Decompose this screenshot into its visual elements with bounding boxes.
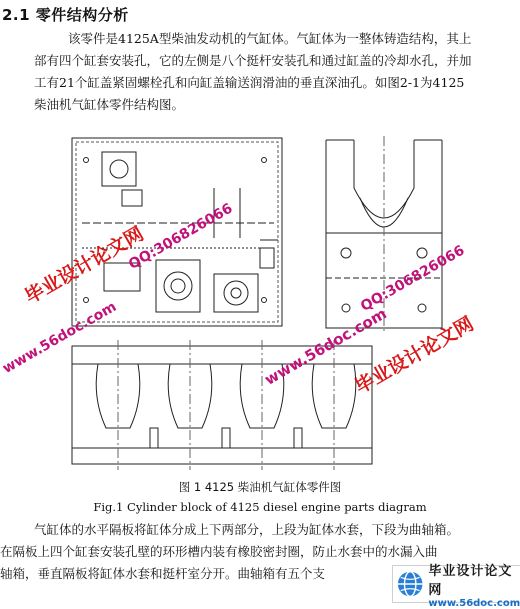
body-line: 轴箱，垂直隔板将缸体水套和挺杆室分开。曲轴箱有五个支 — [0, 566, 326, 581]
section-heading: 2.1 零件结构分析 — [2, 6, 129, 24]
intro-line: 部有四个缸套安装孔，它的左侧是八个挺杆安装孔和通过缸盖的冷却水孔，并加 — [34, 53, 472, 68]
globe-icon — [396, 569, 424, 599]
intro-line: 该零件是4125A型柴油发动机的气缸体。气缸体为一整体铸造结构，其上 — [68, 31, 472, 46]
body-line: 在隔板上四个缸套安装孔壁的环形槽内装有橡胶密封圈，防止水套中的水漏入曲 — [0, 544, 438, 559]
figure-caption-cn: 图 1 4125 柴油机气缸体零件图 — [178, 480, 342, 494]
figure-caption-en: Fig.1 Cylinder block of 4125 diesel engine parts diagram — [93, 500, 427, 514]
cylinder-block-drawing — [64, 128, 484, 478]
watermark-qq: QQ:306826066 — [126, 200, 236, 273]
logo-title: 毕业设计论文网 — [428, 563, 513, 598]
logo-url: www.56doc.com — [428, 597, 520, 609]
watermark-url: www.56doc.com — [0, 298, 120, 377]
section-view — [72, 340, 372, 470]
body-line: 气缸体的水平隔板将缸体分成上下两部分，上段为缸体水套，下段为曲轴箱。 — [34, 522, 460, 537]
intro-paragraph — [0, 28, 520, 116]
watermark-site-name: 毕业设计论文网 — [21, 222, 148, 309]
watermark-url: www.56doc.com — [261, 304, 390, 389]
watermark-site-name: 毕业设计论文网 — [351, 312, 478, 399]
watermark-qq: QQ:306826066 — [358, 242, 468, 315]
site-logo — [392, 563, 520, 609]
intro-line: 柴油机气缸体零件结构图。 — [34, 97, 185, 112]
intro-line: 工有21个缸盖紧固螺栓孔和向缸盖输送润滑油的垂直深油孔。如图2-1为4125 — [34, 75, 465, 90]
